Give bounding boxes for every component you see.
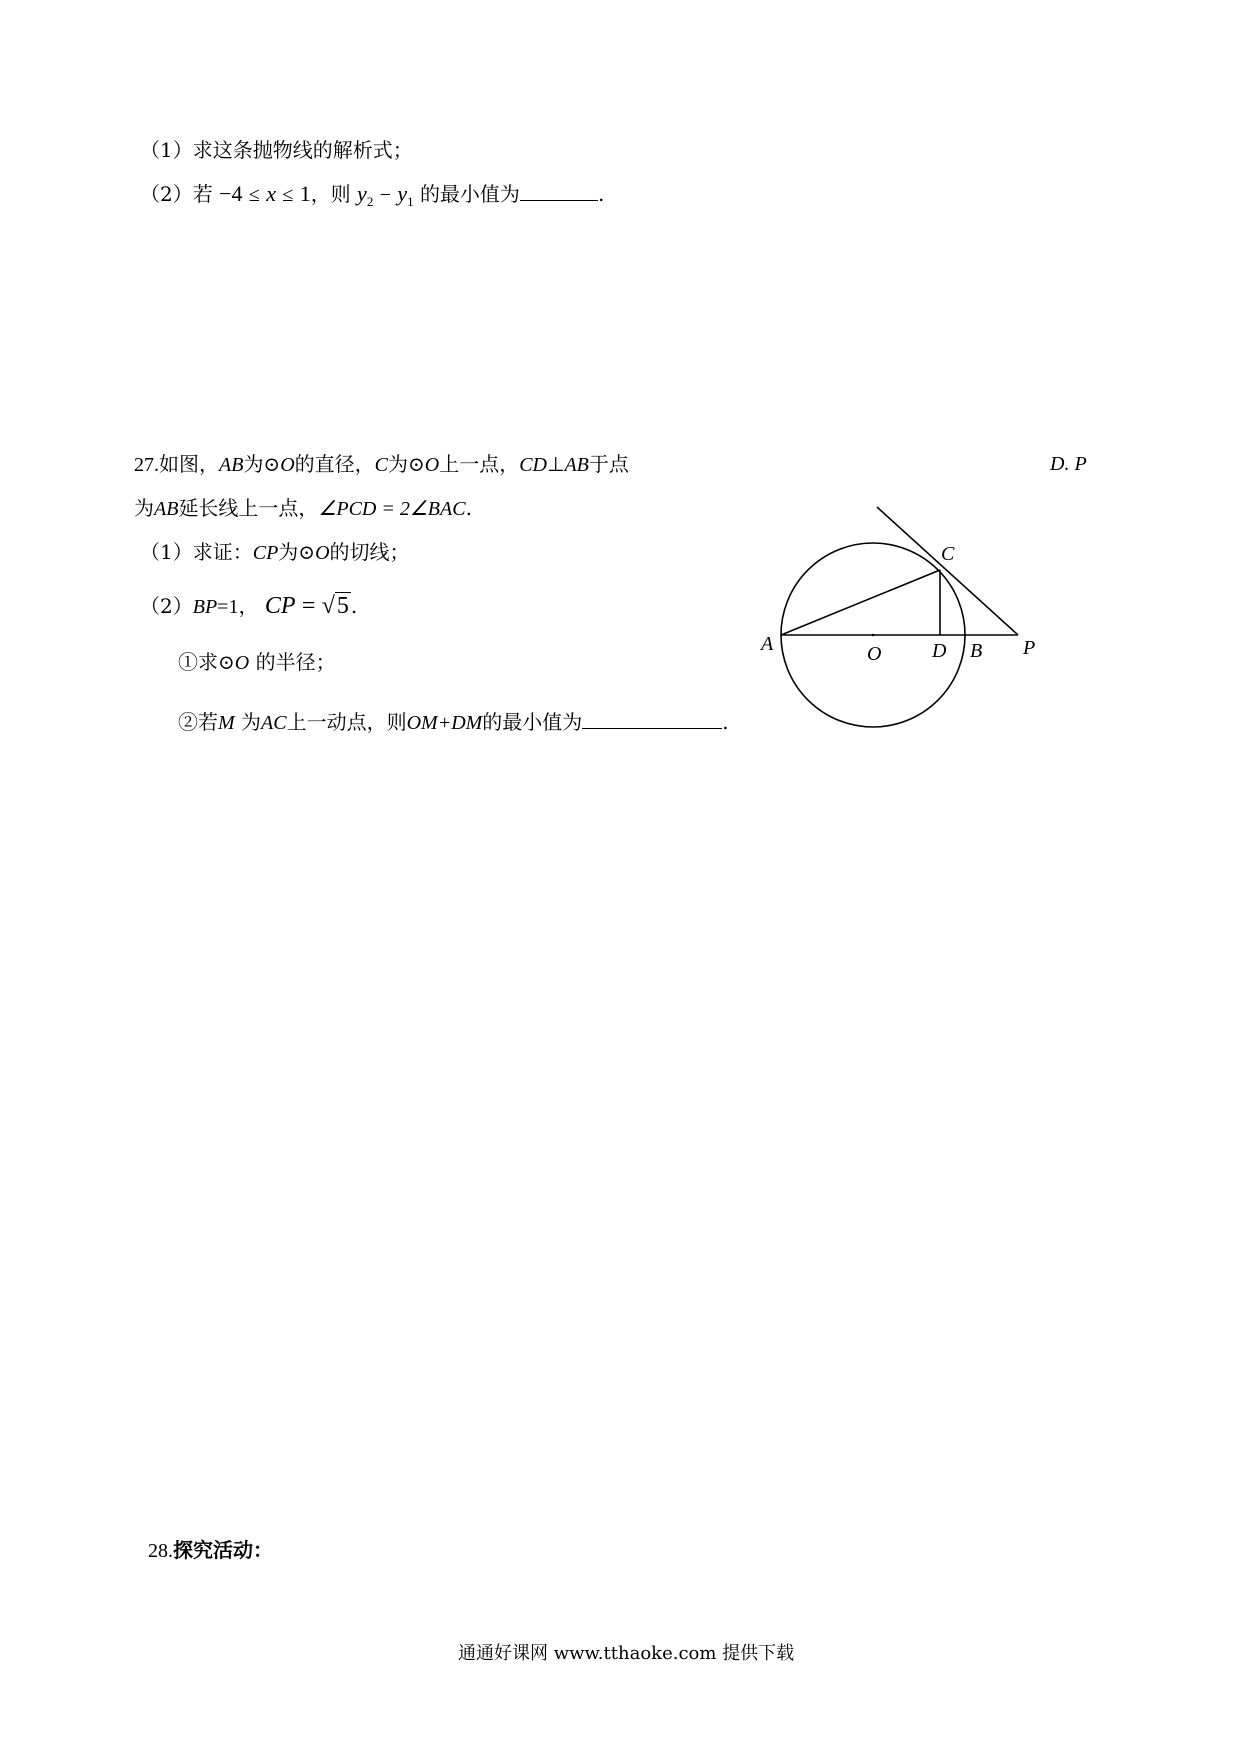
- ineq-upper: 1: [299, 181, 311, 206]
- radicand: 5: [336, 593, 349, 619]
- q27-t1: 为⊙: [243, 452, 281, 476]
- q27-sub2-prefix: ②若: [178, 710, 218, 734]
- q27-t4: 上一点，: [439, 452, 520, 476]
- seg-CD: CD: [519, 454, 548, 476]
- minus-sign: −: [379, 184, 391, 206]
- q28-number: 28.: [148, 1540, 173, 1562]
- q27-part1: [140, 538, 410, 567]
- seg-AC: AC: [261, 712, 287, 734]
- center-dot: [872, 634, 875, 637]
- q27-sub1-prefix: ①求⊙: [178, 650, 235, 674]
- q27-sub2-tail: 的最小值为: [482, 710, 583, 734]
- q27-line2-b: 延长线上一点，: [178, 496, 319, 520]
- q27-sub2-end: .: [722, 710, 729, 734]
- seg-CP: CP: [264, 593, 296, 619]
- q28-title: 探究活动：: [173, 1538, 273, 1562]
- q27-p2-eq: =1，: [217, 596, 259, 618]
- q27-p2-prefix: （2）: [140, 594, 193, 618]
- q27-t5: 于点: [588, 452, 629, 476]
- q27-p2-end: .: [350, 594, 358, 618]
- label-O: O: [867, 643, 882, 665]
- label-C: C: [941, 543, 955, 565]
- sqrt-sign: √: [321, 593, 335, 619]
- point-O: O: [315, 542, 330, 564]
- q27-sub2-mid: 为: [241, 710, 262, 734]
- q27-t3: 为⊙: [388, 452, 425, 476]
- equals-sign: =: [301, 593, 316, 619]
- tangent-line: [877, 507, 1018, 635]
- q27-points-DP: D. P: [1050, 453, 1087, 475]
- perp-symbol: ⊥: [547, 454, 565, 476]
- label-B: B: [970, 640, 983, 662]
- q27-line2-c: .: [465, 496, 472, 520]
- ineq-lower: −4: [219, 181, 243, 206]
- seg-CP: CP: [252, 542, 279, 564]
- le-sign-2: ≤: [282, 184, 294, 206]
- seg-BP: BP: [192, 596, 218, 618]
- expr-OM-DM: OM+DM: [406, 712, 483, 734]
- angle-equation: ∠PCD = 2∠BAC: [318, 498, 466, 520]
- var-x: x: [266, 181, 276, 206]
- q28-heading: [148, 1536, 273, 1565]
- point-C: C: [374, 454, 388, 476]
- seg-AB: AB: [219, 454, 244, 476]
- q27-line1: [134, 450, 629, 479]
- q27-sub1: [178, 648, 336, 677]
- q27-t2: 的直径，: [294, 452, 375, 476]
- q26-part1: （1）求这条抛物线的解析式；: [140, 138, 413, 162]
- q26-period: .: [597, 182, 605, 206]
- page-footer: 通通好课网 www.tthaoke.com 提供下载: [458, 1643, 795, 1664]
- label-P: P: [1023, 637, 1036, 659]
- var-y1: $y_1$: [397, 181, 414, 209]
- q26-part2-tail: 的最小值为: [419, 182, 520, 206]
- q27-part2: [140, 592, 357, 621]
- point-M: M: [218, 712, 235, 734]
- q27-sub2: [178, 708, 729, 737]
- sqrt-five: [322, 592, 351, 619]
- line-AC: [781, 570, 940, 635]
- le-sign-1: ≤: [248, 184, 260, 206]
- seg-AB: AB: [564, 454, 589, 476]
- q27-line2: [134, 494, 472, 523]
- seg-AB: AB: [154, 498, 179, 520]
- q26-part2-prefix: （2）若: [140, 182, 213, 206]
- geometry-figure: [740, 490, 1040, 740]
- q27-p1-tail: 的切线；: [329, 540, 410, 564]
- label-D: D: [932, 640, 947, 662]
- answer-blank-q26[interactable]: [520, 180, 598, 201]
- var-y2: $y_2$: [357, 181, 374, 209]
- q26-part2-comma: ，则: [310, 182, 351, 206]
- label-A: A: [761, 633, 774, 655]
- q26-part2: [140, 180, 604, 216]
- q27-number: 27.如图，: [134, 454, 219, 476]
- q27-p1-prefix: （1）求证：: [140, 540, 253, 564]
- point-O: O: [234, 652, 250, 674]
- q27-sub2-mid2: 上一动点，则: [286, 710, 407, 734]
- q27-p1-mid: 为⊙: [278, 540, 316, 564]
- q27-line2-a: 为: [134, 496, 154, 520]
- answer-blank-q27[interactable]: [582, 708, 722, 729]
- q27-sub1-tail: 的半径；: [255, 650, 336, 674]
- point-O: O: [424, 454, 440, 476]
- point-O: O: [280, 454, 295, 476]
